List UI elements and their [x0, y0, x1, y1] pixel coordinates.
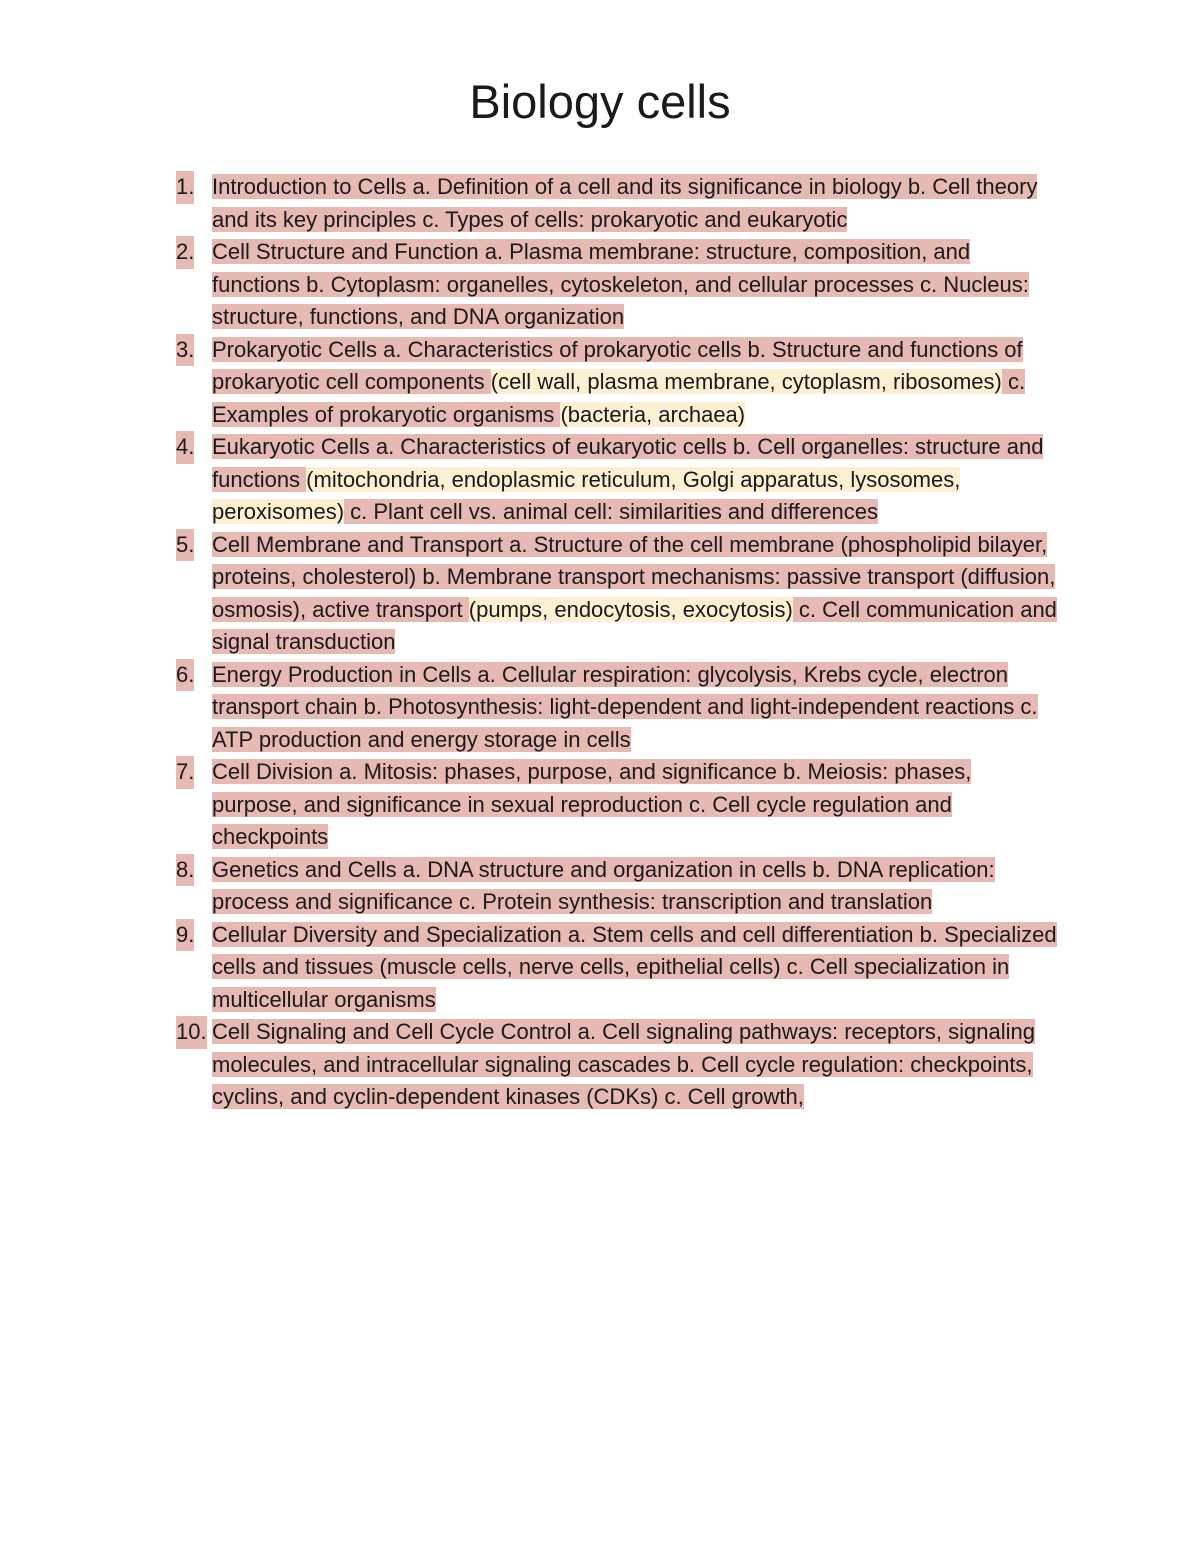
highlight-pink-segment: (muscle cells, nerve cells, epithelial cells): [379, 954, 781, 979]
list-item-number: 1.: [176, 171, 194, 204]
list-item-number: 2.: [176, 236, 194, 269]
list-item: [176, 431, 1061, 529]
highlight-pink-segment: Cell Division a. Mitosis: phases, purpose, and significance b. Meiosis: phases, purpose, and significance in sexual reproduction c. Cell cycle regulation and checkpoints: [212, 759, 972, 849]
document-title: Biology cells: [469, 75, 731, 128]
highlight-pink-segment: Cellular Diversity and Specialization a. Stem cells and cell differentiation b. Specialized cells and tissues: [212, 921, 1057, 979]
list-item-text: [212, 857, 995, 915]
highlight-pink-segment: Cell Signaling and Cell Cycle Control a. Cell signaling pathways: receptors, signaling molecules, and intracellular signaling cascades b. Cell cycle regulation: checkpoints, cyclins, and cyclin-dependent kinases: [212, 1019, 1035, 1109]
list-item: [176, 919, 1061, 1017]
highlight-pink-segment: (diffusion, osmosis): [212, 564, 1056, 622]
list-item-number: 10.: [176, 1016, 207, 1049]
list-item-number: 5.: [176, 529, 194, 562]
highlight-pink-segment: (phospholipid bilayer, proteins, cholesterol): [212, 531, 1048, 589]
highlight-pink-segment: Introduction to Cells a. Definition of a cell and its significance in biology b. Cell theory and its key principles c. Types of cells: prokaryotic and eukaryotic: [212, 174, 1038, 232]
highlight-pink-segment: Genetics and Cells a. DNA structure and organization in cells b. DNA replication: process and significance c. Protein synthesis: transcription and translation: [212, 856, 995, 914]
highlight-pink-segment: Cell Structure and Function a. Plasma membrane: structure, composition, and functions b. Cytoplasm: organelles, cytoskeleton, and cellular processes c. Nucleus: structure, functions, and DNA organization: [212, 239, 1029, 329]
list-item-text: [212, 532, 1057, 655]
list-item: [176, 854, 1061, 919]
list-item-text: [212, 434, 1043, 524]
list-item-text: [212, 922, 1057, 1012]
list-item-text: [212, 239, 1029, 329]
highlight-pink-segment: c. Cell specialization in multicellular organisms: [212, 954, 1010, 1012]
highlight-pink-segment: Energy Production in Cells a. Cellular respiration: glycolysis, Krebs cycle, electron transport chain b. Photosynthesis: light-dependent and light-independent reactions c. ATP production and energy storage in cells: [212, 661, 1038, 752]
list-item: [176, 334, 1061, 432]
highlight-yellow-segment: (mitochondria, endoplasmic reticulum, Golgi apparatus, lysosomes, peroxisomes): [212, 466, 961, 524]
list-item-number: 9.: [176, 919, 194, 952]
list-item-number: 8.: [176, 854, 194, 887]
list-item: [176, 236, 1061, 334]
highlight-pink-segment: c. Cell communication and signal transduction: [212, 596, 1057, 654]
highlight-pink-segment: (CDKs): [586, 1084, 659, 1109]
highlight-pink-segment: b. Membrane transport mechanisms: passive transport: [416, 564, 961, 589]
highlight-yellow-segment: (cell wall, plasma membrane, cytoplasm, ribosomes): [490, 369, 1002, 394]
list-item: [176, 529, 1061, 659]
list-item-text: [212, 1019, 1035, 1109]
list-item-text: [212, 174, 1037, 232]
highlight-pink-segment: c. Plant cell vs. animal cell: similarities and differences: [344, 499, 878, 524]
list-item-number: 7.: [176, 756, 194, 789]
list-item: [176, 1016, 1061, 1114]
list-item-number: 6.: [176, 659, 194, 692]
highlight-pink-segment: , active transport: [300, 596, 469, 622]
list-item: [176, 171, 1061, 236]
list-item: [176, 659, 1061, 757]
list-item: [176, 756, 1061, 854]
list-item-text: [212, 662, 1038, 752]
list-item-number: 3.: [176, 334, 194, 367]
list-item-text: [212, 759, 971, 849]
highlight-yellow-segment: (bacteria, archaea): [560, 401, 746, 427]
highlight-pink-segment: c. Cell growth,: [658, 1084, 804, 1109]
highlight-pink-segment: Prokaryotic Cells a. Characteristics of prokaryotic cells b. Structure and functions of prokaryotic cell components: [212, 336, 1023, 394]
highlight-pink-segment: Eukaryotic Cells a. Characteristics of eukaryotic cells b. Cell organelles: structure and functions: [212, 434, 1044, 492]
list-item-number: 4.: [176, 431, 194, 464]
outline-list: [176, 171, 1061, 1114]
highlight-pink-segment: c. Examples of prokaryotic organisms: [212, 369, 1026, 427]
highlight-pink-segment: Cell Membrane and Transport a. Structure of the cell membrane: [212, 531, 841, 557]
list-item-text: [212, 337, 1025, 427]
highlight-yellow-segment: (pumps, endocytosis, exocytosis): [468, 596, 793, 622]
